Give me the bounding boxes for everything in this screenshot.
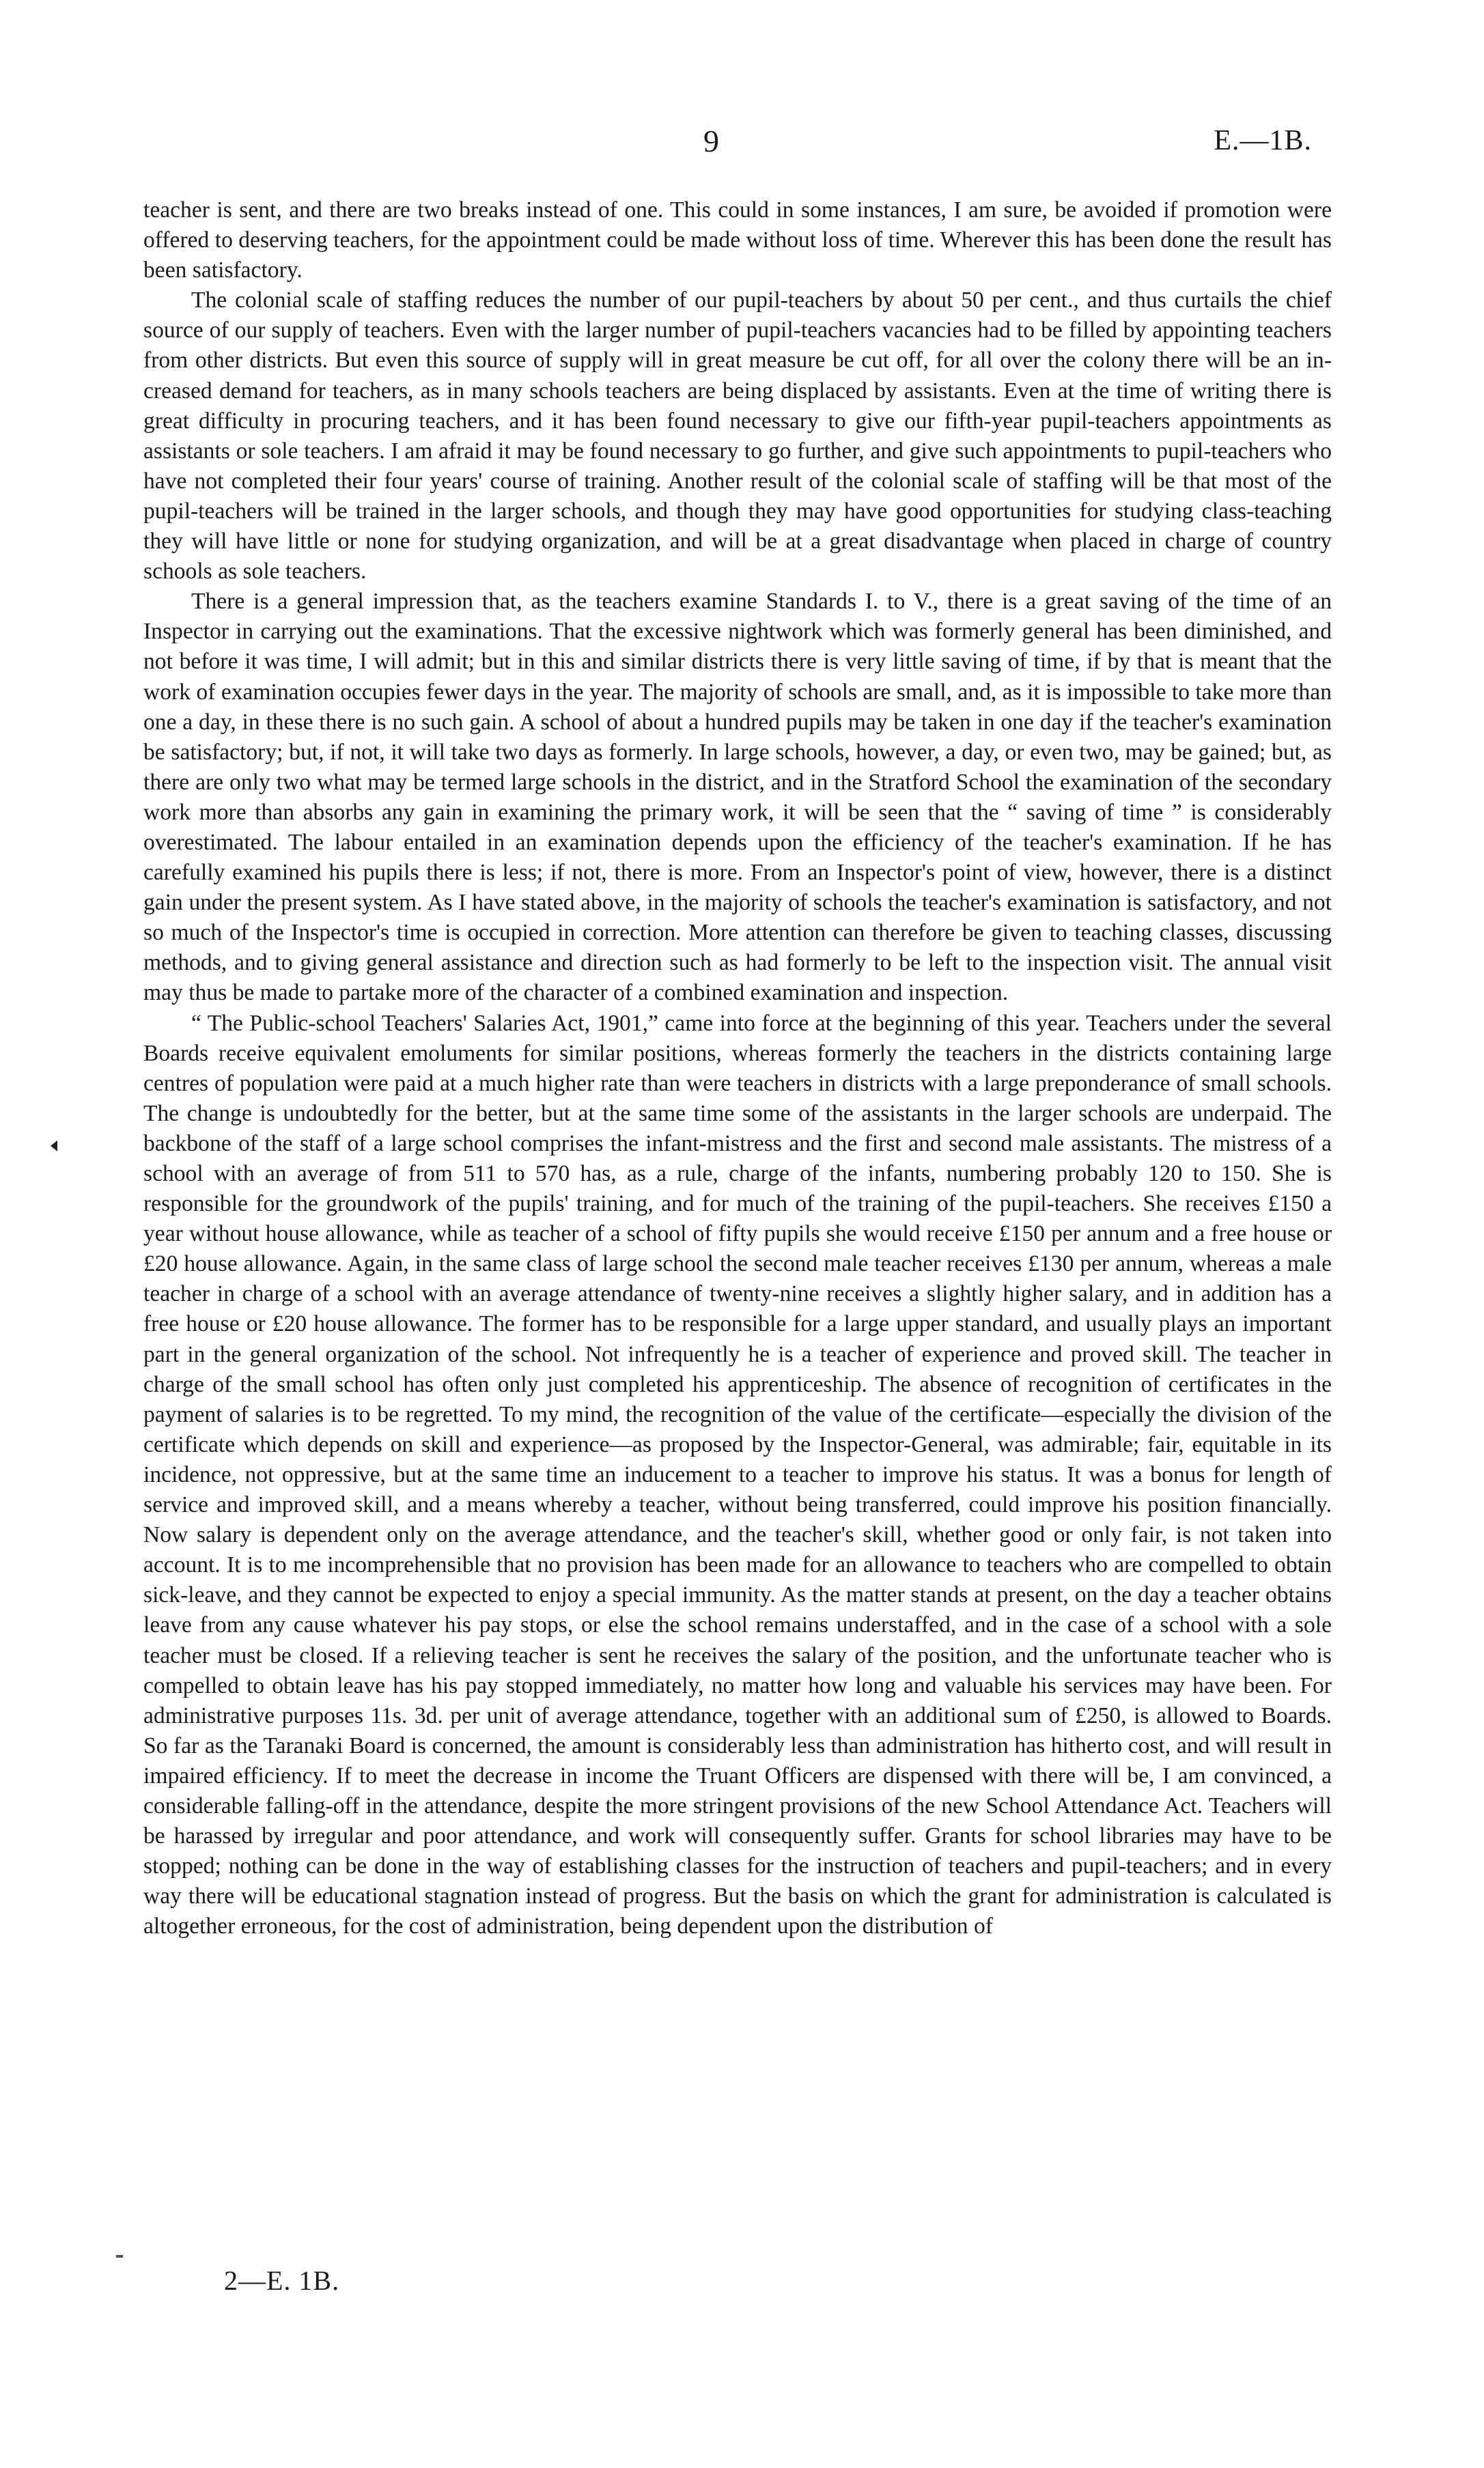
body-text xyxy=(143,195,1332,1941)
margin-arrow-mark xyxy=(51,1140,57,1151)
page-number: 9 xyxy=(703,124,720,158)
signature-mark: 2—E. 1B. xyxy=(224,2265,340,2296)
paragraph-staffing-scale: The colonial scale of staffing reduces the number of our pupil-teachers by about 50 per cent., and thus curtails the chief source of our supply of teachers. Even with the larger number of pupil-teachers vacancies had to be filled by appointing teachers from other districts. But even this source of supply will in great measure be cut off, for all over the colony there will be an increased demand for teachers, as in many schools teachers are being displaced by assistants. Even at the time of writing there is great difficulty in procuring teachers, and it has been found necessary to give our fifth-year pupil-teachers appointments as assistants or sole teachers. I am afraid it may be found necessary to go further, and give such appointments to pupil-teachers who have not completed their four years' course of training. Another result of the colonial scale of staffing will be that most of the pupil-teachers will be trained in the larger schools, and though they may have good opportunities for studying class-teaching they will have little or none for studying organization, and will be at a great disadvantage when placed in charge of country schools as sole teachers. xyxy=(143,288,1332,585)
document-code: E.—1B. xyxy=(1214,125,1312,156)
paragraph-salaries-act: “ The Public-school Teachers' Salaries Act, 1901,” came into force at the beginning of this year. Teachers under the several Boards receive equivalent emoluments for similar positions, whereas formerly the teachers in the districts containing large centres of population were paid at a much higher rate than were teachers in districts with a large preponderance of small schools. The change is undoubtedly for the better, but at the same time some of the assistants in the larger schools are underpaid. The backbone of the staff of a large school comprises the infant-mistress and the first and second male assistants. The mistress of a school with an average of from 511 to 570 has, as a rule, charge of the infants, numbering probably 120 to 150. She is responsible for the groundwork of the pupils' training, and for much of the training of the pupil-teachers. She receives £150 a year without house allowance, while as teacher of a school of fifty pupils she would receive £150 per annum and a free house or £20 house allowance. Again, in the same class of large school the second male teacher receives £130 per annum, whereas a male teacher in charge of a school with an average attendance of twenty-nine receives a slightly higher salary, and in addition has a free house or £20 house allowance. The former has to be responsible for a large upper standard, and usually plays an important part in the general organization of the school. Not infrequently he is a teacher of experience and proved skill. The teacher in charge of the small school has often only just completed his apprenticeship. The absence of recognition of certificates in the payment of salaries is to be regretted. To my mind, the recognition of the value of the certificate—especially the division of the certificate which depends on skill and experience—as proposed by the Inspector-General, was admirable; fair, equitable in its incidence, not oppressive, but at the same time an inducement to a teacher to improve his status. It was a bonus for length of service and improved skill, and a means whereby a teacher, without being transferred, could improve his position financially. Now salary is dependent only on the average attendance, and the teacher's skill, whether good or only fair, is not taken into account. It is to me incomprehensible that no provision has been made for an allowance to teachers who are compelled to obtain sick-leave, and they cannot be expected to enjoy a special immunity. As the matter stands at present, on the day a teacher obtains leave from any cause whatever his pay stops, or else the school remains understaffed, and in the case of a school with a sole teacher must be closed. If a relieving teacher is sent he receives the salary of the position, and the unfortunate teacher who is compelled to obtain leave has his pay stopped immediately, no matter how long and valuable his services may have been. For administrative purposes 11s. 3d. per unit of average attendance, together with an additional sum of £250, is allowed to Boards. So far as the Taranaki Board is concerned, the amount is considerably less than administration has hitherto cost, and will result in impaired efficiency. If to meet the decrease in income the Truant Officers are dispensed with there will be, I am convinced, a considerable falling-off in the attendance, despite the more stringent provisions of the new School Attendance Act. Teachers will be harassed by irregular and poor attendance, and work will consequently suffer. Grants for school libraries may have to be stopped; nothing can be done in the way of establishing classes for the instruction of teachers and pupil-teachers; and in every way there will be educational stagnation instead of progress. But the basis on which the grant for administration is calculated is altogether erroneous, for the cost of administration, being dependent upon the distribution of xyxy=(143,1010,1332,1939)
page-header xyxy=(0,123,1484,178)
paragraph-examination-time: There is a general impression that, as the teachers examine Standards I. to V., there is a great saving of the time of an Inspector in carrying out the examinations. That the excessive nightwork which was formerly general has been diminished, and not before it was time, I will admit; but in this and similar districts there is very little saving of time, if by that is meant that the work of examination occupies fewer days in the year. The majority of schools are small, and, as it is impossible to take more than one a day, in these there is no such gain. A school of about a hundred pupils may be taken in one day if the teacher's examination be satisfactory; but, if not, it will take two days as formerly. In large schools, however, a day, or even two, may be gained; but, as there are only two what may be termed large schools in the district, and in the Stratford School the examination of the secondary work more than absorbs any gain in examining the primary work, it will be seen that the “ saving of time ” is considerably overestimated. The labour entailed in an examination depends upon the efficiency of the teacher's examination. If he has carefully examined his pupils there is less; if not, there is more. From an Inspector's point of view, however, there is a distinct gain under the present system. As I have stated above, in the majority of schools the teacher's examination is satisfactory, and not so much of the Inspector's time is occupied in correction. More attention can therefore be given to teaching classes, discussing methods, and to giving general assistance and direction such as had formerly to be left to the inspection visit. The annual visit may thus be made to partake more of the character of a combined examination and inspection. xyxy=(143,589,1332,1006)
margin-dash-mark xyxy=(116,2255,123,2258)
paragraph-continued: teacher is sent, and there are two breaks instead of one. This could in some instances, I am sure, be avoided if promotion were offered to deserving teachers, for the appointment could be made without loss of time. Wherever this has been done the result has been satisfactory. xyxy=(143,197,1332,283)
